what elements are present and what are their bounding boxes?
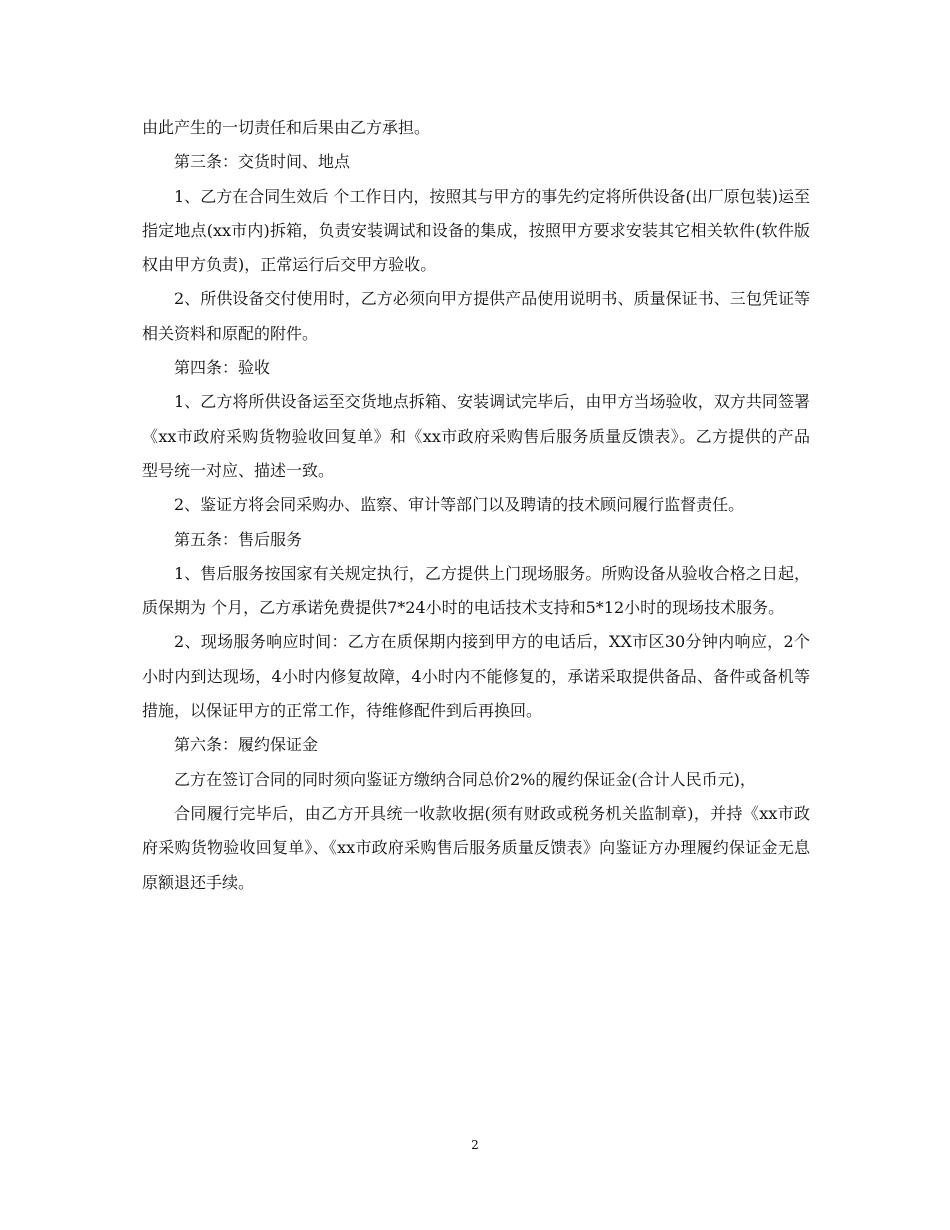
paragraph-continuation: 由此产生的一切责任和后果由乙方承担。	[142, 118, 431, 137]
article-4-heading: 第四条：验收	[174, 358, 271, 378]
article-3-heading: 第三条：交货时间、地点	[174, 152, 351, 172]
article-5-clause-1: 1、售后服务按国家有关规定执行，乙方提供上门现场服务。所购设备从验收合格之日起，质保期为 个月，乙方承诺免费提供7*24小时的电话技术支持和5*12小时的现场技术服务。	[142, 563, 810, 618]
article-6-paragraph-2: 合同履行完毕后，由乙方开具统一收款收据(须有财政或税务机关监制章)，并持《xx市政府采购货物验收回复单》、《xx市政府采购售后服务质量反馈表》向鉴证方办理履约保证金无息原额退还手续。	[142, 803, 810, 892]
page-number: 2	[471, 1138, 479, 1152]
article-4-clause-1: 1、乙方将所供设备运至交货地点拆箱、安装调试完毕后，由甲方当场验收，双方共同签署《xx市政府采购货物验收回复单》和《xx市政府采购售后服务质量反馈表》。乙方提供的产品型号统一对应、描述一致。	[142, 392, 810, 480]
article-4-clause-2: 2、鉴证方将会同采购办、监察、审计等部门以及聘请的技术顾问履行监督责任。	[174, 495, 745, 515]
article-3-clause-2: 2、所供设备交付使用时，乙方必须向甲方提供产品使用说明书、质量保证书、三包凭证等相关资料和原配的附件。	[142, 289, 810, 343]
article-5-heading: 第五条：售后服务	[174, 529, 303, 549]
article-6-heading: 第六条：履约保证金	[174, 735, 319, 755]
article-3-clause-1: 1、乙方在合同生效后 个工作日内，按照其与甲方的事先约定将所供设备(出厂原包装)运至指定地点(xx市内)拆箱，负责安装调试和设备的集成，按照甲方要求安装其它相关软件(软件版权由甲方负责)，正常运行后交甲方验收。	[142, 186, 810, 275]
document-body	[142, 111, 810, 900]
article-5-clause-2: 2、现场服务响应时间：乙方在质保期内接到甲方的电话后，XX市区30分钟内响应，2个小时内到达现场，4小时内修复故障，4小时内不能修复的，承诺采取提供备品、备件或备机等措施，以保证甲方的正常工作，待维修配件到后再换回。	[142, 632, 810, 721]
article-6-paragraph-1: 乙方在签订合同的同时须向鉴证方缴纳合同总价2%的履约保证金(合计人民币元)，	[174, 769, 756, 789]
